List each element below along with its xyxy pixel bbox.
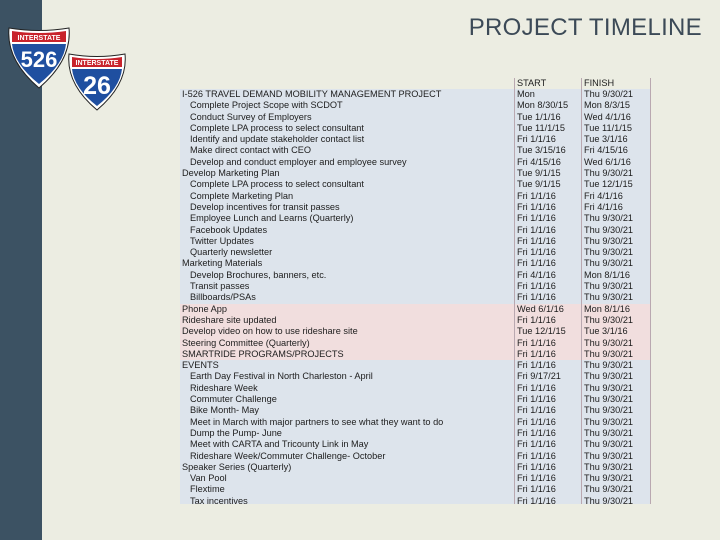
- start-date: Tue 11/1/15: [517, 122, 566, 133]
- shield-526-number: 526: [20, 47, 58, 72]
- start-date: Fri 1/1/16: [517, 337, 556, 348]
- start-date: Fri 9/17/21: [517, 371, 561, 382]
- task-name: Develop incentives for transit passes: [190, 201, 340, 212]
- start-date: Fri 1/1/16: [517, 348, 556, 359]
- timeline-row: [180, 191, 650, 202]
- timeline-row: [180, 89, 650, 100]
- task-name: SMARTRIDE PROGRAMS/PROJECTS: [182, 348, 344, 359]
- task-name: Develop and conduct employer and employee survey: [190, 156, 407, 167]
- finish-date: Thu 9/30/21: [584, 461, 634, 472]
- timeline-row: [180, 394, 650, 405]
- start-date: Fri 1/1/16: [517, 495, 556, 504]
- start-date: Fri 1/1/16: [517, 190, 556, 201]
- task-name: Bike Month- May: [190, 405, 259, 416]
- start-date: Fri 1/1/16: [517, 360, 556, 371]
- timeline-row: [180, 100, 650, 111]
- start-date: Fri 1/1/16: [517, 450, 556, 461]
- finish-date: Thu 9/30/21: [584, 213, 634, 224]
- timeline-row: [180, 315, 650, 326]
- timeline-row: [180, 281, 650, 292]
- interstate-26-shield-icon: [66, 52, 128, 112]
- timeline-row: [180, 134, 650, 145]
- start-date: Fri 1/1/16: [517, 484, 556, 495]
- start-date: Fri 1/1/16: [517, 473, 556, 484]
- finish-column-header: FINISH: [584, 78, 615, 88]
- start-date: Fri 1/1/16: [517, 292, 556, 303]
- task-name: Complete Marketing Plan: [190, 190, 294, 201]
- start-date: Fri 1/1/16: [517, 416, 556, 427]
- timeline-row: [180, 157, 650, 168]
- timeline-row: [180, 484, 650, 495]
- finish-date: Thu 9/30/21: [584, 89, 634, 99]
- timeline-row: [180, 383, 650, 394]
- column-divider-finish: [581, 78, 582, 504]
- finish-date: Tue 11/1/15: [584, 122, 633, 133]
- task-name: Earth Day Festival in North Charleston - April: [190, 371, 373, 382]
- timeline-row: [180, 338, 650, 349]
- finish-date: Thu 9/30/21: [584, 382, 634, 393]
- finish-date: Wed 4/1/16: [584, 111, 631, 122]
- finish-date: Wed 6/1/16: [584, 156, 631, 167]
- task-name: Complete LPA process to select consultant: [190, 122, 364, 133]
- task-name: Billboards/PSAs: [190, 292, 256, 303]
- shield-526-top-text: INTERSTATE: [17, 35, 61, 42]
- timeline-row: [180, 236, 650, 247]
- shield-26-number: 26: [83, 72, 111, 100]
- task-name: Complete LPA process to select consultant: [190, 179, 364, 190]
- finish-date: Thu 9/30/21: [584, 314, 634, 325]
- finish-date: Tue 12/1/15: [584, 179, 633, 190]
- task-name: Develop video on how to use rideshare site: [182, 326, 358, 337]
- finish-date: Thu 9/30/21: [584, 473, 634, 484]
- task-name: Flextime: [190, 484, 225, 495]
- finish-date: Fri 4/1/16: [584, 201, 623, 212]
- start-date: Tue 3/15/16: [517, 145, 566, 156]
- timeline-row: [180, 225, 650, 236]
- finish-date: Thu 9/30/21: [584, 235, 634, 246]
- finish-date: Thu 9/30/21: [584, 247, 634, 258]
- task-name: Tax incentives: [190, 495, 248, 504]
- timeline-row: [180, 360, 650, 371]
- timeline-row: [180, 326, 650, 337]
- finish-date: Thu 9/30/21: [584, 495, 634, 504]
- timeline-row: [180, 451, 650, 462]
- start-date: Fri 1/1/16: [517, 134, 556, 145]
- finish-date: Thu 9/30/21: [584, 281, 634, 292]
- finish-date: Thu 9/30/21: [584, 371, 634, 382]
- timeline-row: [180, 270, 650, 281]
- task-name: I-526 TRAVEL DEMAND MOBILITY MANAGEMENT PROJECT: [182, 89, 442, 99]
- timeline-row: [180, 292, 650, 303]
- finish-date: Thu 9/30/21: [584, 258, 634, 269]
- timeline-row: [180, 496, 650, 504]
- column-divider-end: [650, 78, 651, 504]
- start-date: Fri 1/1/16: [517, 235, 556, 246]
- timeline-row: [180, 405, 650, 416]
- start-date: Fri 1/1/16: [517, 427, 556, 438]
- start-date: Tue 9/1/15: [517, 168, 561, 179]
- finish-date: Thu 9/30/21: [584, 450, 634, 461]
- finish-date: Thu 9/30/21: [584, 337, 634, 348]
- task-name: Complete Project Scope with SCDOT: [190, 100, 343, 111]
- task-name: Develop Marketing Plan: [182, 168, 280, 179]
- timeline-row: [180, 145, 650, 156]
- finish-date: Tue 3/1/16: [584, 134, 628, 145]
- task-name: EVENTS: [182, 360, 219, 371]
- page-title: PROJECT TIMELINE: [468, 14, 702, 41]
- timeline-row: [180, 258, 650, 269]
- start-date: Fri 1/1/16: [517, 281, 556, 292]
- timeline-rows: [180, 89, 650, 504]
- finish-date: Thu 9/30/21: [584, 224, 634, 235]
- start-date: Fri 1/1/16: [517, 247, 556, 258]
- timeline-row: [180, 371, 650, 382]
- finish-date: Fri 4/15/16: [584, 145, 628, 156]
- start-date: Wed 6/1/16: [517, 303, 564, 314]
- task-name: Transit passes: [190, 281, 250, 292]
- finish-date: Thu 9/30/21: [584, 168, 634, 179]
- start-date: Tue 9/1/15: [517, 179, 561, 190]
- timeline-row: [180, 168, 650, 179]
- start-date: Fri 1/1/16: [517, 258, 556, 269]
- start-date: Fri 1/1/16: [517, 439, 556, 450]
- task-name: Develop Brochures, banners, etc.: [190, 269, 327, 280]
- task-name: Facebook Updates: [190, 224, 268, 235]
- timeline-row: [180, 349, 650, 360]
- timeline-row: [180, 428, 650, 439]
- task-name: Make direct contact with CEO: [190, 145, 312, 156]
- task-name: Marketing Materials: [182, 258, 263, 269]
- start-date: Fri 1/1/16: [517, 405, 556, 416]
- finish-date: Thu 9/30/21: [584, 405, 634, 416]
- timeline-row: [180, 473, 650, 484]
- timeline-table: [180, 78, 650, 504]
- task-name: Quarterly newsletter: [190, 247, 273, 258]
- start-date: Fri 4/15/16: [517, 156, 561, 167]
- start-date: Fri 1/1/16: [517, 224, 556, 235]
- task-name: Rideshare Week: [190, 382, 258, 393]
- timeline-row: [180, 123, 650, 134]
- task-name: Twitter Updates: [190, 235, 254, 246]
- start-date: Tue 12/1/15: [517, 326, 566, 337]
- start-date: Tue 1/1/16: [517, 111, 561, 122]
- task-name: Meet with CARTA and Tricounty Link in May: [190, 439, 369, 450]
- task-name: Phone App: [182, 303, 227, 314]
- start-date: Fri 1/1/16: [517, 201, 556, 212]
- finish-date: Thu 9/30/21: [584, 360, 634, 371]
- task-name: Rideshare Week/Commuter Challenge- October: [190, 450, 386, 461]
- timeline-row: [180, 462, 650, 473]
- task-name: Dump the Pump- June: [190, 427, 282, 438]
- start-date: Fri 1/1/16: [517, 461, 556, 472]
- timeline-row: [180, 213, 650, 224]
- finish-date: Mon 8/1/16: [584, 303, 630, 314]
- finish-date: Thu 9/30/21: [584, 439, 634, 450]
- task-name: Rideshare site updated: [182, 314, 277, 325]
- finish-date: Thu 9/30/21: [584, 484, 634, 495]
- task-name: Commuter Challenge: [190, 394, 277, 405]
- start-date: Fri 1/1/16: [517, 314, 556, 325]
- finish-date: Mon 8/3/15: [584, 100, 630, 111]
- start-column-header: START: [517, 78, 547, 88]
- column-divider-start: [514, 78, 515, 504]
- timeline-row: [180, 202, 650, 213]
- task-name: Van Pool: [190, 473, 227, 484]
- timeline-row: [180, 112, 650, 123]
- start-date: Fri 4/1/16: [517, 269, 556, 280]
- finish-date: Fri 4/1/16: [584, 190, 623, 201]
- task-name: Meet in March with major partners to see what they want to do: [190, 416, 444, 427]
- timeline-row: [180, 247, 650, 258]
- finish-date: Thu 9/30/21: [584, 348, 634, 359]
- timeline-row: [180, 417, 650, 428]
- task-name: Identify and update stakeholder contact list: [190, 134, 365, 145]
- shield-26-top-text: INTERSTATE: [75, 60, 119, 67]
- task-name: Conduct Survey of Employers: [190, 111, 312, 122]
- start-date: Fri 1/1/16: [517, 382, 556, 393]
- start-date: Mon: [517, 89, 535, 99]
- task-name: Employee Lunch and Learns (Quarterly): [190, 213, 354, 224]
- start-date: Fri 1/1/16: [517, 213, 556, 224]
- start-date: Mon 8/30/15: [517, 100, 569, 111]
- finish-date: Thu 9/30/21: [584, 394, 634, 405]
- finish-date: Thu 9/30/21: [584, 427, 634, 438]
- timeline-row: [180, 304, 650, 315]
- timeline-row: [180, 439, 650, 450]
- finish-date: Thu 9/30/21: [584, 416, 634, 427]
- interstate-526-shield-icon: [6, 26, 72, 90]
- task-name: Speaker Series (Quarterly): [182, 461, 292, 472]
- task-name: Steering Committee (Quarterly): [182, 337, 310, 348]
- finish-date: Mon 8/1/16: [584, 269, 630, 280]
- finish-date: Tue 3/1/16: [584, 326, 628, 337]
- start-date: Fri 1/1/16: [517, 394, 556, 405]
- timeline-row: [180, 179, 650, 190]
- finish-date: Thu 9/30/21: [584, 292, 634, 303]
